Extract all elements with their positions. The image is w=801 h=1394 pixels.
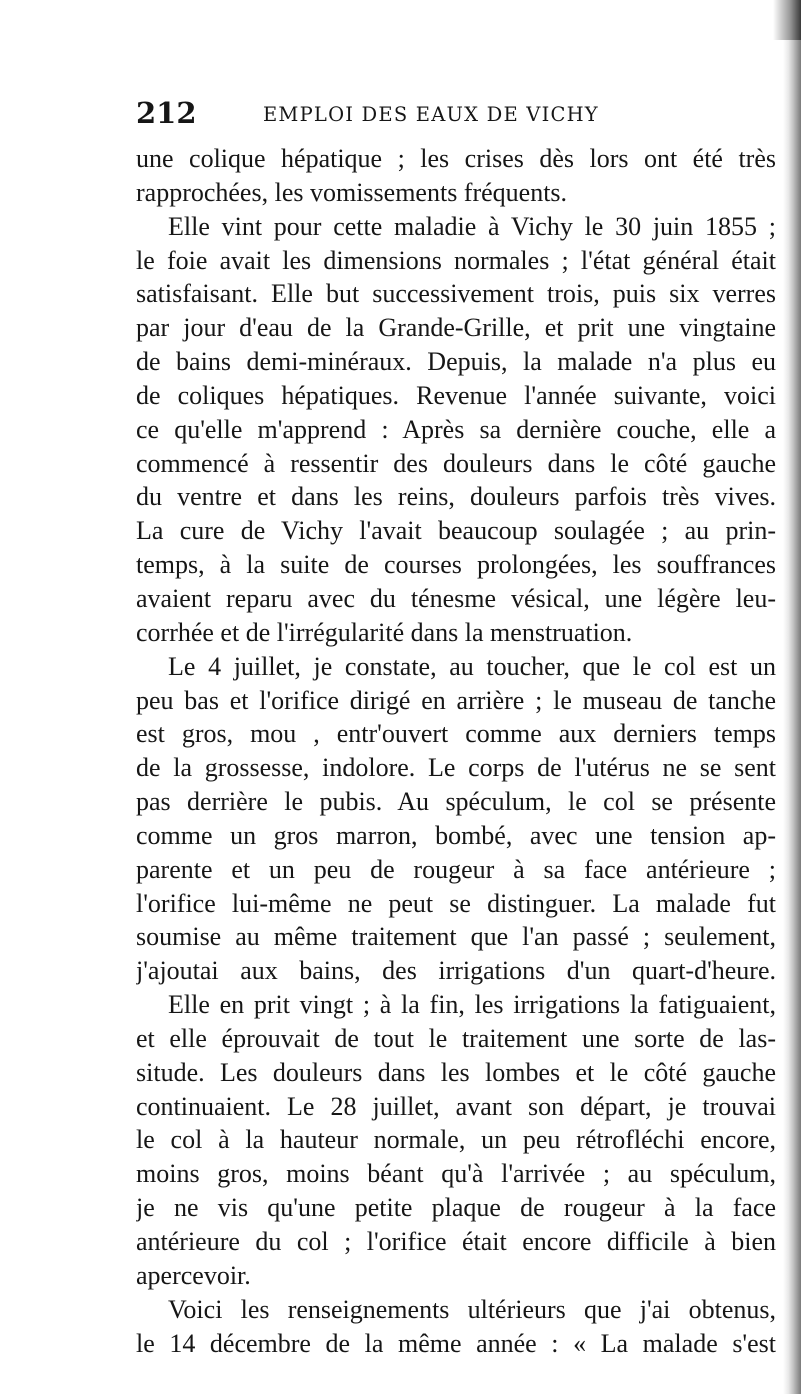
text-line: temps, à la suite de courses prolongées, les souffrances <box>136 550 776 580</box>
binding-edge-shadow <box>783 0 801 1394</box>
text-line: apercevoir. <box>136 1260 251 1290</box>
text-line: de bains demi-minéraux. Depuis, la malade n'a plus eu <box>136 347 776 377</box>
text-line: peu bas et l'orifice dirigé en arrière ; le museau de tanche <box>136 685 776 715</box>
text-line: Le 4 juillet, je constate, au toucher, que le col est un <box>168 651 776 681</box>
text-line: rapprochées, les vomissements fréquents. <box>136 177 568 207</box>
text-line: Voici les renseignements ultérieurs que j'ai obtenus, <box>168 1294 776 1324</box>
text-line: de la grossesse, indolore. Le corps de l'utérus ne se sent <box>136 753 776 783</box>
text-line: le col à la hauteur normale, un peu rétrofléchi encore, <box>136 1125 776 1155</box>
body-text <box>136 142 776 1360</box>
running-head: EMPLOI DES EAUX DE VICHY <box>263 103 599 126</box>
text-line: soumise au même traitement que l'an passé ; seulement, <box>136 922 776 952</box>
text-line: corrhée et de l'irrégularité dans la menstruation. <box>136 617 633 647</box>
text-line: le 14 décembre de la même année : « La malade s'est <box>136 1328 776 1358</box>
page-header <box>136 96 776 136</box>
text-line: situde. Les douleurs dans les lombes et le côté gauche <box>136 1057 776 1087</box>
page-number: 212 <box>136 96 197 130</box>
text-line: moins gros, moins béant qu'à l'arrivée ; au spéculum, <box>136 1159 776 1189</box>
text-line: antérieure du col ; l'orifice était encore difficile à bien <box>136 1227 776 1256</box>
text-line: j'ajoutai aux bains, des irrigations d'un quart-d'heure. <box>136 956 776 986</box>
text-line: Elle vint pour cette maladie à Vichy le 30 juin 1855 ; <box>168 211 776 241</box>
text-line: l'orifice lui-même ne peut se distinguer. La malade fut <box>136 888 776 918</box>
text-line: et elle éprouvait de tout le traitement une sorte de las- <box>136 1023 776 1053</box>
text-line: le foie avait les dimensions normales ; l'état général était <box>136 245 776 275</box>
text-line: avaient reparu avec du ténesme vésical, une légère leu- <box>136 583 776 613</box>
text-line: je ne vis qu'une petite plaque de rougeur à la face <box>136 1193 776 1223</box>
text-line: continuaient. Le 28 juillet, avant son départ, je trouvai <box>136 1091 776 1121</box>
text-line: pas derrière le pubis. Au spéculum, le col se présente <box>136 787 776 817</box>
text-line: La cure de Vichy l'avait beaucoup soulagée ; au prin- <box>136 516 776 546</box>
text-line: comme un gros marron, bombé, avec une tension ap- <box>136 820 776 850</box>
text-line: satisfaisant. Elle but successivement trois, puis six verres <box>136 279 776 309</box>
text-line: une colique hépatique ; les crises dès lors ont été très <box>136 144 776 173</box>
text-line: Elle en prit vingt ; à la fin, les irrigations la fatiguaient, <box>168 990 776 1020</box>
text-line: ce qu'elle m'apprend : Après sa dernière couche, elle a <box>136 414 776 444</box>
text-line: du ventre et dans les reins, douleurs parfois très vives. <box>136 482 776 512</box>
text-line: parente et un peu de rougeur à sa face antérieure ; <box>136 854 776 884</box>
text-line: commencé à ressentir des douleurs dans le côté gauche <box>136 448 776 478</box>
text-line: par jour d'eau de la Grande-Grille, et prit une vingtaine <box>136 313 776 343</box>
text-line: est gros, mou , entr'ouvert comme aux derniers temps <box>136 719 776 749</box>
binding-edge-corner <box>773 0 801 40</box>
text-line: de coliques hépatiques. Revenue l'année suivante, voici <box>136 380 776 410</box>
